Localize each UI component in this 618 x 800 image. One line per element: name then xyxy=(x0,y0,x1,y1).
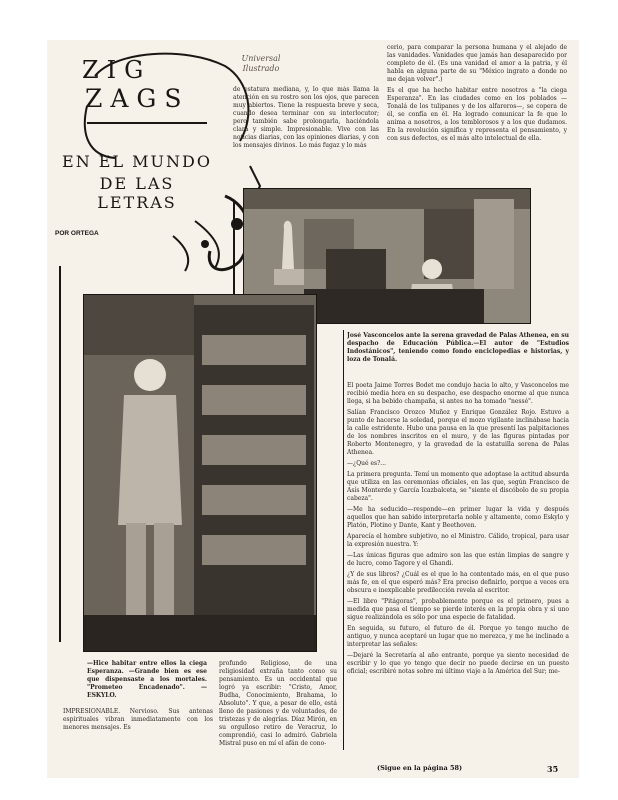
right-paragraph-11: —Dejaré la Secretaría al año entrante, porque ya siento necesidad de escribir y lo que yo tengo que decir no puede decirse en un puesto oficial; escribiré notas sobre mi último viaje a la América del Sur; me- xyxy=(347,652,569,675)
magazine-page xyxy=(47,40,579,778)
epigraph-text: —Hice habitar entre ellos la ciega Esperanza. —Grande bien es ese que dispensaste a los mortales. "Prometeo Encadenado". —ESKYLO. xyxy=(87,660,207,699)
right-paragraph-7: —Las únicas figuras que admiro son las que están limpias de sangre y de lucro, como Tagore y el Ghandi. xyxy=(347,552,569,567)
bottom-mid-paragraph: profundo Religioso, de una religiosidad extraña tanto como su pensamiento. Es un occidental que logró ya escribir: "Cristo, Amor, Budha, Conocimiento, Brahama, lo Absoluto". Y que, a pesar de ello, está lleno de pasiones y de voluntades, de tristezas y de alegrías. Díaz Mirón, en su orgulloso retiro de Veracruz, lo comprendió, casi lo admiró. Gabriela Mistral puso en mí el afán de cono- xyxy=(219,660,337,747)
right-paragraph-2: Salían Francisco Orozco Muñoz y Enrique González Rojo. Estuvo a punto de hacerse la soledad, porque el mozo vigilante inclinábase hacia la calle estridente. Hubo una pausa en la que presentí las palpitaciones de los nombres inscritos en el muro, y de las figuras pintadas por Roberto Montenegro, y la gravedad de la estatuilla serena de Palas Athenea. xyxy=(347,409,569,456)
right-paragraph-1: El poeta Jaime Torres Bodet me condujo hacia lo alto, y Vasconcelos me recibió media hora en su despacho, ese despacho enorme al que nunca llega, si ha bebido champaña, si antes no ha tomado "nessé". xyxy=(347,382,569,405)
byline: POR ORTEGA xyxy=(55,230,99,237)
intro-column xyxy=(233,86,379,196)
frame-line-left xyxy=(59,266,61,642)
right-paragraph-3: —¿Qué es?... xyxy=(347,460,387,467)
title-line-2: ZAGS xyxy=(85,84,190,113)
photo-caption xyxy=(347,332,569,380)
right-paragraph-9: —El libro "Pitágoras", probablemente porque es el primero, pues a medida que pasa el tiempo se pierde interés en la propia obra y sí uno sigue realizándola es sólo por una especie de fatalidad. xyxy=(347,598,569,621)
bottom-mid-column xyxy=(219,660,337,770)
continued-link[interactable]: (Sigue en la página 58) xyxy=(377,764,463,772)
bottom-left-paragraph: IMPRESIONABLE. Nervioso. Sus antenas espirituales vibran inmediatamente con los menores mensajes. Es xyxy=(63,708,213,731)
page-number: 35 xyxy=(547,764,559,774)
library-photo-image xyxy=(84,295,316,651)
photo-caption-text: José Vasconcelos ante la serena gravedad de Palas Athenea, en su despacho de Educación Pública.—El autor de "Estudios Indostánicos", teniendo como fondo enciclopedias e historias, y loza de Tonalá. xyxy=(347,332,569,363)
title-divider xyxy=(87,122,207,124)
right-paragraph-4: La primera pregunta. Temí un momento que adoptase la actitud absurda que utiliza en las ceremonias oficiales, en las que, según Francisco de Asís Monterde y García Icazbalceta, se "siente el discóbolo de su propia cabeza". xyxy=(347,471,569,502)
title-line-3: EN EL MUNDO xyxy=(62,152,212,171)
right-paragraph-6: Aparecía el hombre subjetivo, no el Ministro. Cálido, tropical, para usar la expresión nuestra. Y: xyxy=(347,533,569,548)
top-right-column xyxy=(387,44,567,164)
bottom-left-column xyxy=(63,708,213,768)
top-right-paragraph-2: Es el que ha hecho habitar entre nosotros a "la ciega Esperanza". En las ciudades como en los poblados —Tonalá de los tulipanes y de los alfareros—, se copera de él, se confía en él. Ha logrado comunicar la fe que lo anima a nosotros, a los temblorosos y a los que dudamos. En la revolución significa y representa el pensamiento, y con sus defectos, es el más alto intelectual de ella. xyxy=(387,87,567,142)
masthead: Universal Ilustrado xyxy=(241,54,281,73)
column-rule xyxy=(343,330,344,750)
epigraph xyxy=(87,660,207,704)
right-column xyxy=(347,382,569,758)
library-photo xyxy=(83,294,317,652)
title-line-1: ZIG xyxy=(82,56,152,84)
right-paragraph-10: En seguida, su futuro, el futuro de él. Porque yo tengo mucho de antiguo, y nunca aceptaré un lugar que no merezca, y me he inclinado a interpretar las señales: xyxy=(347,625,569,648)
right-paragraph-5: —Me ha seducido—responde—en primer lugar la vida y después aquellos que han sabido interpretarla noble y altamente, como Eskylo y Platón, Plotino y Dante, Kant y Beethoven. xyxy=(347,506,569,529)
right-paragraph-8: ¿Y de sus libros? ¿Cuál es el que lo ha contentado más, en el que puso más fe, en el que esperó más? Era preciso definirlo, porque a veces era obscura e inexplicable predilección revela al escritor. xyxy=(347,571,569,594)
top-right-paragraph-1: cerio, para comparar la persona humana y el alejado de las vanidades. Vanidades que jamás han desaparecido por completo de él. (Es una vanidad el amor a la patria, y él habla en alguna parte de su "México ingrato a donde no me dejan volver".) xyxy=(387,44,567,83)
title-line-4: DE LAS LETRAS xyxy=(97,174,177,212)
intro-paragraph: de estatura mediana, y, lo que más llama la atención en su rostro son los ojos, que parecen muy abiertos. Tiene la respuesta breve y seca, cuando desea terminar con su interlocutor; pero también sabe prolongarla, haciéndola clara y simple. Impresionable. Vive con las noticias diarias, con las opiniones diarias, y con los mensajes divinos. Lo más fugaz y lo más xyxy=(233,86,379,149)
